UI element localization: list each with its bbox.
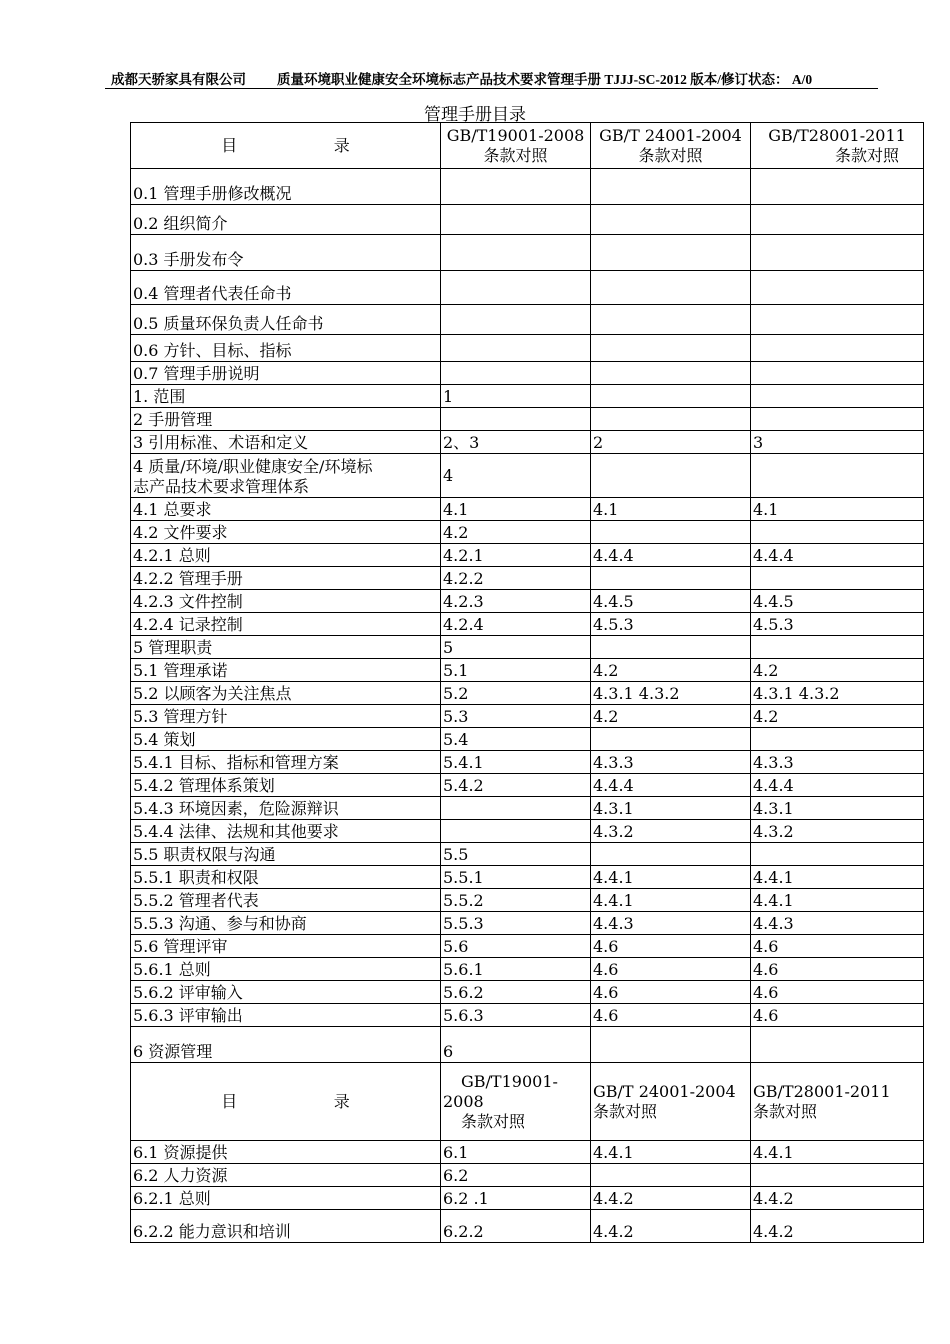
clause-gb19001: 4.1 bbox=[441, 498, 591, 521]
clause-gb24001: 4.4.1 bbox=[591, 1141, 751, 1164]
toc-item-label: 6.1 资源提供 bbox=[133, 1143, 228, 1162]
clause-gb24001: 4.4.3 bbox=[591, 912, 751, 935]
clause-gb28001: 4.3.3 bbox=[751, 751, 924, 774]
header-gb28001-label: 条款对照 bbox=[834, 145, 899, 165]
table-row bbox=[131, 169, 924, 205]
clause-gb19001: 5.6.2 bbox=[441, 981, 591, 1004]
clause-gb19001: 5.6 bbox=[441, 935, 591, 958]
clause-gb19001 bbox=[441, 271, 591, 305]
table-row bbox=[131, 705, 924, 728]
clause-gb19001: 5 bbox=[441, 636, 591, 659]
page-title: 管理手册目录 bbox=[424, 105, 526, 125]
clause-gb19001: 5.1 bbox=[441, 659, 591, 682]
clause-gb24001: 4.2 bbox=[591, 705, 751, 728]
table-row bbox=[131, 935, 924, 958]
clause-gb28001 bbox=[751, 385, 924, 408]
table-row bbox=[131, 362, 924, 385]
toc-item bbox=[131, 613, 441, 636]
header-gb19001-label: 条款对照 bbox=[483, 145, 548, 165]
clause-gb24001: 4.6 bbox=[591, 1004, 751, 1027]
clause-gb28001: 3 bbox=[751, 431, 924, 454]
clause-gb24001 bbox=[591, 385, 751, 408]
clause-gb28001: 4.5.3 bbox=[751, 613, 924, 636]
clause-gb24001 bbox=[591, 454, 751, 498]
clause-gb19001 bbox=[441, 820, 591, 843]
toc-item bbox=[131, 682, 441, 705]
clause-gb19001: 5.6.1 bbox=[441, 958, 591, 981]
clause-gb28001 bbox=[751, 271, 924, 305]
toc-item-label: 0.1 管理手册修改概况 bbox=[133, 184, 292, 203]
toc-item bbox=[131, 335, 441, 362]
clause-gb28001 bbox=[751, 305, 924, 335]
header-gb28001-label: 条款对照 bbox=[753, 1101, 818, 1121]
clause-gb28001 bbox=[751, 335, 924, 362]
header-mulu-left: 目 bbox=[221, 135, 238, 155]
clause-gb24001: 4.6 bbox=[591, 981, 751, 1004]
table-row bbox=[131, 271, 924, 305]
toc-item bbox=[131, 797, 441, 820]
header-mulu-right: 录 bbox=[333, 1091, 350, 1111]
toc-item-label: 0.6 方针、目标、指标 bbox=[133, 341, 292, 360]
table-row bbox=[131, 454, 924, 498]
table-row bbox=[131, 1141, 924, 1164]
clause-gb24001 bbox=[591, 843, 751, 866]
toc-item-label-cont: 志产品技术要求管理体系 bbox=[133, 477, 310, 496]
toc-item-label: 4.1 总要求 bbox=[133, 500, 212, 519]
header-gb19001-label: 条款对照 bbox=[461, 1111, 526, 1131]
clause-gb24001: 4.5.3 bbox=[591, 613, 751, 636]
toc-item-label: 0.7 管理手册说明 bbox=[133, 364, 260, 383]
toc-item-label: 6.2 人力资源 bbox=[133, 1166, 228, 1185]
toc-body bbox=[131, 123, 924, 1243]
toc-item-label: 0.4 管理者代表任命书 bbox=[133, 284, 292, 303]
clause-gb19001: 6.2 bbox=[441, 1164, 591, 1187]
table-row bbox=[131, 1004, 924, 1027]
table-row bbox=[131, 728, 924, 751]
toc-item bbox=[131, 362, 441, 385]
table-row bbox=[131, 385, 924, 408]
clause-gb19001: 6 bbox=[441, 1027, 591, 1063]
clause-gb24001 bbox=[591, 1027, 751, 1063]
clause-gb28001: 4.3.1 bbox=[751, 797, 924, 820]
clause-gb28001 bbox=[751, 843, 924, 866]
toc-item-label: 5.4.2 管理体系策划 bbox=[133, 776, 275, 795]
toc-item bbox=[131, 912, 441, 935]
clause-gb24001: 4.4.2 bbox=[591, 1210, 751, 1243]
table-row bbox=[131, 1210, 924, 1243]
table-row bbox=[131, 682, 924, 705]
table-row bbox=[131, 981, 924, 1004]
toc-item bbox=[131, 958, 441, 981]
toc-item bbox=[131, 544, 441, 567]
table-row bbox=[131, 498, 924, 521]
table-row bbox=[131, 235, 924, 271]
toc-item bbox=[131, 820, 441, 843]
table-row bbox=[131, 205, 924, 235]
clause-gb28001 bbox=[751, 1164, 924, 1187]
table-row bbox=[131, 1164, 924, 1187]
table-row bbox=[131, 305, 924, 335]
toc-item-label: 4 质量/环境/职业健康安全/环境标 bbox=[133, 457, 373, 476]
clause-gb24001 bbox=[591, 1164, 751, 1187]
clause-gb24001 bbox=[591, 362, 751, 385]
clause-gb19001: 4.2.4 bbox=[441, 613, 591, 636]
toc-item-label: 5.4.3 环境因素，危险源辩识 bbox=[133, 799, 339, 818]
clause-gb19001: 5.4 bbox=[441, 728, 591, 751]
clause-gb24001 bbox=[591, 521, 751, 544]
clause-gb28001 bbox=[751, 408, 924, 431]
clause-gb19001 bbox=[441, 205, 591, 235]
header-gb24001 bbox=[591, 1063, 751, 1141]
header-gb24001-code: GB/T 24001-2004 bbox=[593, 1081, 736, 1101]
header-gb19001-code: GB/T19001- bbox=[461, 1071, 558, 1091]
table-row bbox=[131, 797, 924, 820]
toc-item bbox=[131, 636, 441, 659]
page-header bbox=[105, 64, 878, 89]
toc-item-label: 5.4.4 法律、法规和其他要求 bbox=[133, 822, 339, 841]
toc-item bbox=[131, 567, 441, 590]
table-row bbox=[131, 958, 924, 981]
toc-item bbox=[131, 385, 441, 408]
clause-gb28001 bbox=[751, 169, 924, 205]
clause-gb28001 bbox=[751, 1027, 924, 1063]
clause-gb24001 bbox=[591, 205, 751, 235]
header-gb19001-year: 2008 bbox=[443, 1091, 484, 1111]
table-row bbox=[131, 1027, 924, 1063]
toc-item-label: 4.2.2 管理手册 bbox=[133, 569, 243, 588]
toc-item-label: 1. 范围 bbox=[133, 387, 186, 406]
clause-gb24001 bbox=[591, 235, 751, 271]
clause-gb28001: 4.4.1 bbox=[751, 1141, 924, 1164]
clause-gb19001: 5.2 bbox=[441, 682, 591, 705]
clause-gb28001: 4.4.4 bbox=[751, 774, 924, 797]
clause-gb24001: 4.4.2 bbox=[591, 1187, 751, 1210]
toc-item-label: 5.3 管理方针 bbox=[133, 707, 228, 726]
clause-gb24001 bbox=[591, 636, 751, 659]
header-mulu bbox=[131, 1063, 441, 1141]
table-row bbox=[131, 912, 924, 935]
header-gb28001-code: GB/T28001-2011 bbox=[753, 1081, 891, 1101]
clause-gb28001 bbox=[751, 454, 924, 498]
clause-gb19001: 4.2.1 bbox=[441, 544, 591, 567]
company-name: 成都天骄家具有限公司 bbox=[111, 72, 246, 87]
clause-gb19001: 5.5.1 bbox=[441, 866, 591, 889]
toc-item bbox=[131, 1141, 441, 1164]
toc-item-label: 4.2 文件要求 bbox=[133, 523, 228, 542]
table-row bbox=[131, 590, 924, 613]
header-gb28001 bbox=[751, 1063, 924, 1141]
table-row bbox=[131, 820, 924, 843]
toc-item-label: 5.5.3 沟通、参与和协商 bbox=[133, 914, 307, 933]
manual-title: 质量环境职业健康安全环境标志产品技术要求管理手册 TJJJ-SC-2012 版本/修订状态： A/0 bbox=[277, 72, 813, 87]
clause-gb24001: 4.2 bbox=[591, 659, 751, 682]
toc-item bbox=[131, 843, 441, 866]
clause-gb19001: 5.5.2 bbox=[441, 889, 591, 912]
header-gb24001 bbox=[591, 123, 751, 169]
clause-gb19001: 2、3 bbox=[441, 431, 591, 454]
table-row bbox=[131, 751, 924, 774]
clause-gb28001 bbox=[751, 636, 924, 659]
clause-gb28001: 4.4.2 bbox=[751, 1187, 924, 1210]
clause-gb28001 bbox=[751, 521, 924, 544]
header-gb24001-label: 条款对照 bbox=[638, 145, 703, 165]
toc-item bbox=[131, 1187, 441, 1210]
toc-table bbox=[130, 122, 924, 1243]
toc-item-label: 5.5 职责权限与沟通 bbox=[133, 845, 276, 864]
header-mulu bbox=[131, 123, 441, 169]
clause-gb24001 bbox=[591, 335, 751, 362]
toc-item-label: 0.3 手册发布令 bbox=[133, 250, 244, 269]
clause-gb19001: 6.2 .1 bbox=[441, 1187, 591, 1210]
clause-gb19001: 5.4.1 bbox=[441, 751, 591, 774]
clause-gb19001 bbox=[441, 362, 591, 385]
clause-gb28001: 4.4.5 bbox=[751, 590, 924, 613]
toc-item-label: 5.4 策划 bbox=[133, 730, 196, 749]
toc-item-label: 5.2 以顾客为关注焦点 bbox=[133, 684, 292, 703]
toc-item-label: 5.6.3 评审输出 bbox=[133, 1006, 243, 1025]
table-row bbox=[131, 889, 924, 912]
toc-item-label: 6.2.1 总则 bbox=[133, 1189, 211, 1208]
clause-gb19001: 5.5.3 bbox=[441, 912, 591, 935]
clause-gb19001 bbox=[441, 335, 591, 362]
clause-gb24001: 4.4.1 bbox=[591, 866, 751, 889]
clause-gb28001: 4.4.1 bbox=[751, 889, 924, 912]
clause-gb28001 bbox=[751, 728, 924, 751]
table-row bbox=[131, 544, 924, 567]
toc-item-label: 5.5.1 职责和权限 bbox=[133, 868, 259, 887]
clause-gb19001: 5.3 bbox=[441, 705, 591, 728]
table-header-row bbox=[131, 123, 924, 169]
toc-item-label: 0.5 质量环保负责人任命书 bbox=[133, 314, 324, 333]
clause-gb19001: 5.4.2 bbox=[441, 774, 591, 797]
clause-gb19001 bbox=[441, 235, 591, 271]
clause-gb24001: 4.3.1 bbox=[591, 797, 751, 820]
toc-item bbox=[131, 889, 441, 912]
table-row bbox=[131, 567, 924, 590]
clause-gb24001: 4.4.5 bbox=[591, 590, 751, 613]
toc-item bbox=[131, 1210, 441, 1243]
toc-item bbox=[131, 521, 441, 544]
clause-gb19001: 6.1 bbox=[441, 1141, 591, 1164]
toc-item-label: 5.1 管理承诺 bbox=[133, 661, 228, 680]
header-gb19001 bbox=[441, 1063, 591, 1141]
clause-gb28001: 4.6 bbox=[751, 1004, 924, 1027]
toc-item bbox=[131, 728, 441, 751]
header-gb24001-label: 条款对照 bbox=[593, 1101, 658, 1121]
toc-item bbox=[131, 1004, 441, 1027]
clause-gb24001 bbox=[591, 567, 751, 590]
header-gb28001 bbox=[751, 123, 924, 169]
clause-gb24001 bbox=[591, 408, 751, 431]
header-mulu-left: 目 bbox=[221, 1091, 238, 1111]
toc-item-label: 6 资源管理 bbox=[133, 1042, 213, 1061]
clause-gb28001: 4.2 bbox=[751, 659, 924, 682]
toc-item bbox=[131, 431, 441, 454]
header-gb19001-code: GB/T19001-2008 bbox=[446, 125, 585, 145]
toc-item-label: 0.2 组织简介 bbox=[133, 214, 228, 233]
table-row bbox=[131, 866, 924, 889]
clause-gb24001: 4.6 bbox=[591, 958, 751, 981]
clause-gb24001: 4.4.4 bbox=[591, 774, 751, 797]
toc-item bbox=[131, 1027, 441, 1063]
header-mulu-right: 录 bbox=[333, 135, 350, 155]
table-row bbox=[131, 774, 924, 797]
clause-gb24001 bbox=[591, 169, 751, 205]
table-row bbox=[131, 335, 924, 362]
clause-gb24001: 2 bbox=[591, 431, 751, 454]
toc-item bbox=[131, 169, 441, 205]
clause-gb28001: 4.4.4 bbox=[751, 544, 924, 567]
toc-item bbox=[131, 454, 441, 498]
clause-gb19001 bbox=[441, 305, 591, 335]
clause-gb28001: 4.4.1 bbox=[751, 866, 924, 889]
clause-gb19001: 1 bbox=[441, 385, 591, 408]
toc-item bbox=[131, 408, 441, 431]
clause-gb19001: 4 bbox=[441, 454, 591, 498]
clause-gb28001: 4.6 bbox=[751, 981, 924, 1004]
clause-gb24001: 4.6 bbox=[591, 935, 751, 958]
toc-item bbox=[131, 866, 441, 889]
header-gb24001-code: GB/T 24001-2004 bbox=[599, 125, 742, 145]
clause-gb28001: 4.6 bbox=[751, 958, 924, 981]
toc-item-label: 5.6.2 评审输入 bbox=[133, 983, 243, 1002]
toc-item bbox=[131, 981, 441, 1004]
clause-gb28001 bbox=[751, 567, 924, 590]
toc-item bbox=[131, 1164, 441, 1187]
toc-item bbox=[131, 305, 441, 335]
clause-gb24001: 4.1 bbox=[591, 498, 751, 521]
clause-gb28001 bbox=[751, 205, 924, 235]
toc-item-label: 3 引用标准、术语和定义 bbox=[133, 433, 309, 452]
toc-item bbox=[131, 205, 441, 235]
table-row bbox=[131, 843, 924, 866]
header-gb28001-code: GB/T28001-2011 bbox=[768, 125, 906, 145]
clause-gb28001: 4.2 bbox=[751, 705, 924, 728]
clause-gb19001: 4.2.3 bbox=[441, 590, 591, 613]
table-row bbox=[131, 1187, 924, 1210]
toc-item bbox=[131, 705, 441, 728]
toc-item bbox=[131, 935, 441, 958]
clause-gb24001: 4.3.3 bbox=[591, 751, 751, 774]
toc-item bbox=[131, 774, 441, 797]
toc-item-label: 5 管理职责 bbox=[133, 638, 213, 657]
toc-item-label: 5.4.1 目标、指标和管理方案 bbox=[133, 753, 339, 772]
table-header-row-repeat bbox=[131, 1063, 924, 1141]
clause-gb24001: 4.4.4 bbox=[591, 544, 751, 567]
clause-gb28001: 4.3.2 bbox=[751, 820, 924, 843]
toc-item-label: 5.6 管理评审 bbox=[133, 937, 228, 956]
clause-gb28001 bbox=[751, 362, 924, 385]
clause-gb19001: 4.2 bbox=[441, 521, 591, 544]
clause-gb28001: 4.3.1 4.3.2 bbox=[751, 682, 924, 705]
toc-item bbox=[131, 659, 441, 682]
toc-item-label: 4.2.3 文件控制 bbox=[133, 592, 243, 611]
table-row bbox=[131, 431, 924, 454]
table-row bbox=[131, 408, 924, 431]
toc-item-label: 4.2.4 记录控制 bbox=[133, 615, 243, 634]
toc-item-label: 5.6.1 总则 bbox=[133, 960, 211, 979]
toc-item bbox=[131, 751, 441, 774]
clause-gb19001: 6.2.2 bbox=[441, 1210, 591, 1243]
clause-gb28001: 4.4.3 bbox=[751, 912, 924, 935]
clause-gb28001: 4.1 bbox=[751, 498, 924, 521]
toc-item-label: 4.2.1 总则 bbox=[133, 546, 211, 565]
clause-gb19001: 5.6.3 bbox=[441, 1004, 591, 1027]
clause-gb28001: 4.6 bbox=[751, 935, 924, 958]
table-row bbox=[131, 521, 924, 544]
table-row bbox=[131, 659, 924, 682]
clause-gb19001 bbox=[441, 169, 591, 205]
clause-gb19001: 4.2.2 bbox=[441, 567, 591, 590]
clause-gb24001 bbox=[591, 728, 751, 751]
toc-item bbox=[131, 498, 441, 521]
clause-gb19001 bbox=[441, 797, 591, 820]
toc-item bbox=[131, 235, 441, 271]
clause-gb24001: 4.4.1 bbox=[591, 889, 751, 912]
clause-gb24001 bbox=[591, 305, 751, 335]
clause-gb24001 bbox=[591, 271, 751, 305]
toc-item-label: 5.5.2 管理者代表 bbox=[133, 891, 259, 910]
toc-item bbox=[131, 590, 441, 613]
table-row bbox=[131, 636, 924, 659]
header-gb19001 bbox=[441, 123, 591, 169]
toc-item-label: 6.2.2 能力意识和培训 bbox=[133, 1222, 291, 1241]
clause-gb19001: 5.5 bbox=[441, 843, 591, 866]
clause-gb24001: 4.3.1 4.3.2 bbox=[591, 682, 751, 705]
toc-item-label: 2 手册管理 bbox=[133, 410, 213, 429]
table-row bbox=[131, 613, 924, 636]
clause-gb28001 bbox=[751, 235, 924, 271]
toc-item bbox=[131, 271, 441, 305]
clause-gb24001: 4.3.2 bbox=[591, 820, 751, 843]
clause-gb28001: 4.4.2 bbox=[751, 1210, 924, 1243]
clause-gb19001 bbox=[441, 408, 591, 431]
